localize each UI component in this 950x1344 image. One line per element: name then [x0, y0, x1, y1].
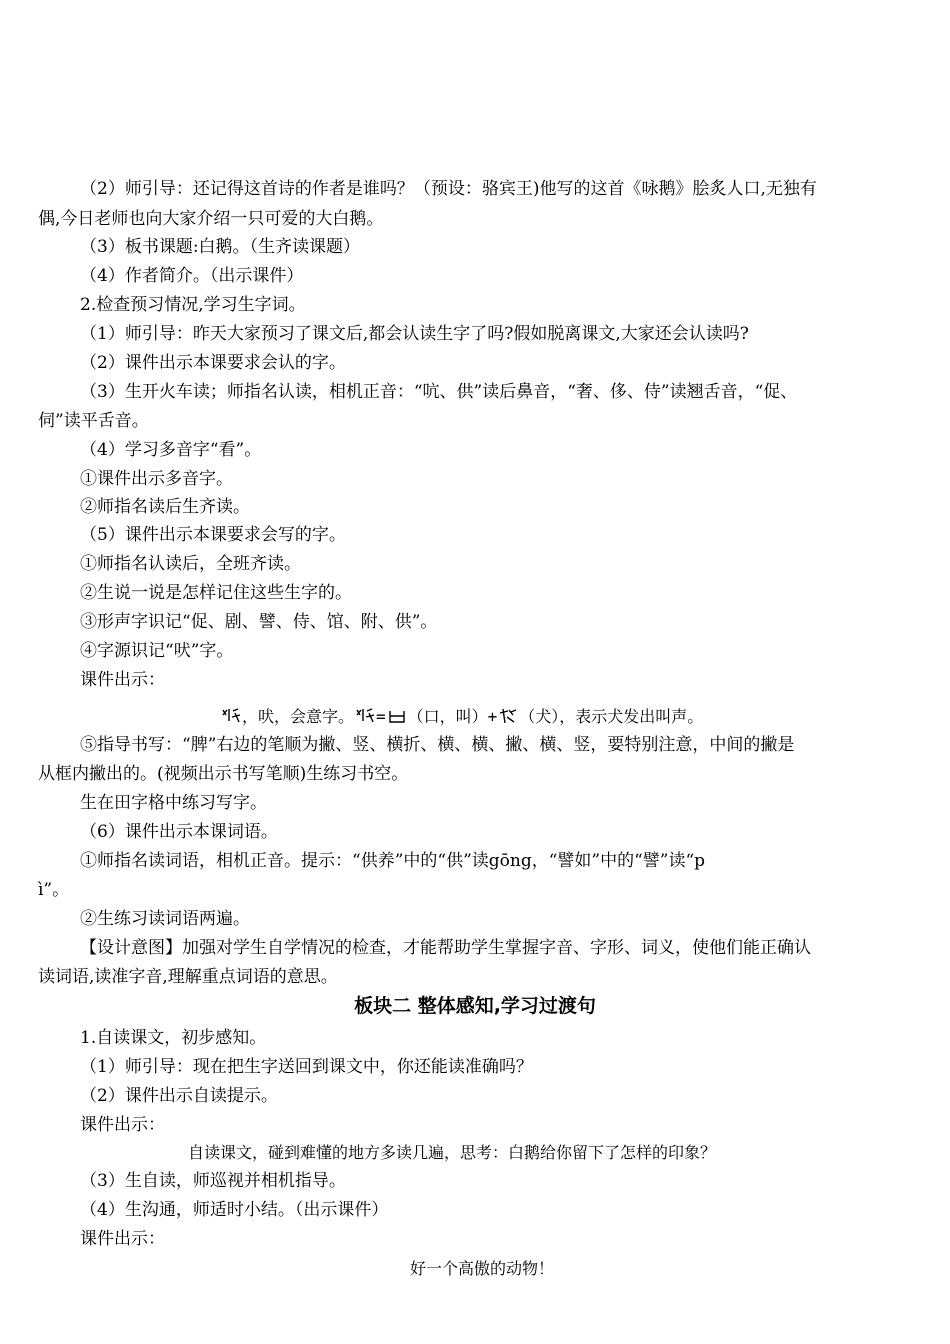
paragraph-line: （3）板书课题:白鹅。（生齐读课题）: [80, 237, 361, 257]
paragraph-line: ①师指名认读后，全班齐读。: [80, 554, 301, 574]
paragraph-line: 偶,今日老师也向大家介绍一只可爱的大白鹅。: [38, 209, 384, 229]
paragraph-line: 课件出示：: [80, 670, 165, 690]
paragraph-line: （1）师引导：现在把生字送回到课文中，你还能读准确吗？: [80, 1057, 533, 1077]
design-intent-line: 读词语,读准字音,理解重点词语的意思。: [38, 967, 338, 987]
paragraph-line: ì”。: [38, 880, 70, 900]
courseware-summary: 好一个高傲的动物！: [410, 1259, 555, 1278]
paragraph-line: ③形声字识记“促、剧、譬、侍、馆、附、供”。: [80, 612, 438, 632]
paragraph-line: （2）课件出示自读提示。: [80, 1086, 278, 1106]
oracle-bone-dog-glyph: [497, 707, 519, 725]
courseware-text: =: [376, 707, 386, 726]
oracle-bone-fei-glyph: [220, 707, 242, 725]
paragraph-line: 1.自读课文，初步感知。: [80, 1028, 267, 1048]
paragraph-line: 生在田字格中练习写字。: [80, 793, 267, 813]
paragraph-line: 课件出示：: [80, 1115, 165, 1135]
paragraph-line: （4）生沟通，师适时小结。（出示课件）: [80, 1200, 389, 1220]
paragraph-line: （1）师引导：昨天大家预习了课文后,都会认读生字了吗?假如脱离课文,大家还会认读吗?: [80, 324, 749, 344]
courseware-text: （口，叫）+: [407, 707, 498, 726]
courseware-etymology: [220, 706, 703, 728]
paragraph-line: （4）作者简介。（出示课件）: [80, 266, 304, 286]
paragraph-line: 从框内撇出的。(视频出示书写笔顺)生练习书空。: [38, 764, 409, 784]
paragraph-line: ②生说一说是怎样记住这些生字的。: [80, 583, 352, 603]
oracle-bone-fei-glyph: [354, 707, 376, 725]
paragraph-line: ④字源识记“吠”字。: [80, 641, 234, 661]
oracle-bone-mouth-glyph: [386, 707, 408, 725]
paragraph-line: ②师指名读后生齐读。: [80, 497, 250, 517]
paragraph-line: （6）课件出示本课词语。: [80, 822, 278, 842]
paragraph-line: ①师指名读词语，相机正音。提示：“供养”中的“供”读gōng，“譬如”中的“譬”读“p: [80, 851, 706, 871]
paragraph-line: （5）课件出示本课要求会写的字。: [80, 525, 346, 545]
courseware-text: ，吠，会意字。: [242, 707, 355, 726]
paragraph-line: 2.检查预习情况,学习生字词。: [80, 295, 306, 315]
paragraph-line: （4）学习多音字“看”。: [80, 440, 262, 460]
courseware-reading-prompt: 自读课文，碰到难懂的地方多读几遍，思考：白鹅给你留下了怎样的印象？: [188, 1143, 717, 1162]
paragraph-line: （2）课件出示本课要求会认的字。: [80, 353, 346, 373]
design-intent-line: 【设计意图】加强对学生自学情况的检查，才能帮助学生掌握字音、字形、词义，使他们能正确认: [80, 938, 811, 958]
paragraph-line: ⑤指导书写：“脾”右边的笔顺为撇、竖、横折、横、横、撇、横、竖，要特别注意，中间的撇是: [80, 735, 795, 755]
paragraph-line: 课件出示：: [80, 1229, 165, 1249]
paragraph-line: （3）生自读，师巡视并相机指导。: [80, 1171, 346, 1191]
courseware-text: （犬），表示犬发出叫声。: [519, 707, 704, 726]
paragraph-line: ②生练习读词语两遍。: [80, 909, 250, 929]
paragraph-line: （3）生开火车读；师指名认读，相机正音：“吭、供”读后鼻音，“奢、侈、侍”读翘舌音，“促、: [80, 382, 798, 402]
paragraph-line: ①课件出示多音字。: [80, 469, 233, 489]
paragraph-line: （2）师引导：还记得这首诗的作者是谁吗？（预设：骆宾王)他写的这首《咏鹅》脍炙人口,无独有: [80, 179, 817, 199]
paragraph-line: 伺”读平舌音。: [38, 411, 149, 431]
section-heading: 板块二 整体感知,学习过渡句: [354, 995, 596, 1017]
